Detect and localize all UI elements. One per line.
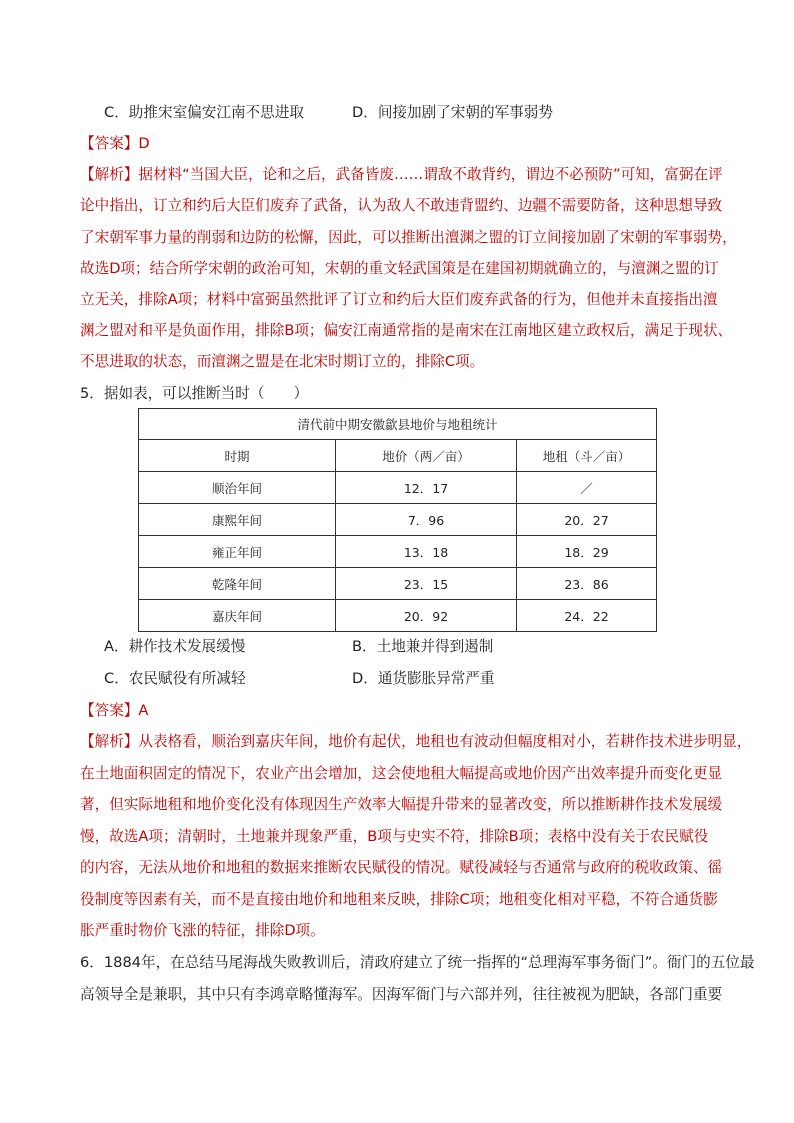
analysis-line: 故选D项；结合所学宋朝的政治可知，宋朝的重文轻武国策是在建国初期就确立的，与澶渊之盟的订 xyxy=(80,260,719,277)
analysis-line: 【解析】据材料“当国大臣，论和之后，武备皆废……谓敌不敢背约，谓边不必预防”可知，富弼在评 xyxy=(80,166,723,183)
q5-option-a: A．耕作技术发展缓慢 xyxy=(104,638,246,655)
analysis-line: 役制度等因素有关，而不是直接由地价和地租来反映，排除C项；地租变化相对平稳，不符合通货膨 xyxy=(80,891,718,908)
analysis-line: 胀严重时物价飞涨的特征，排除D项。 xyxy=(80,922,325,939)
q5-option-b: B．土地兼并得到遏制 xyxy=(352,638,494,655)
q6-stem-line: 高领导全是兼职，其中只有李鸿章略懂海军。因海军衙门与六部并列，往往被视为肥缺，各部门重要 xyxy=(80,986,723,1003)
q4-answer xyxy=(80,134,150,154)
q5-stem: 5．据如表，可以推断当时（ ） xyxy=(80,385,309,402)
q4-option-d: D．间接加剧了宋朝的军事弱势 xyxy=(352,104,553,121)
table-cell: 24．22 xyxy=(517,600,657,632)
table-header: 地租（斗／亩） xyxy=(517,440,657,472)
answer-value: A xyxy=(138,702,149,719)
table-header: 时期 xyxy=(139,440,336,472)
q6-stem-line: 6．1884年，在总结马尾海战失败教训后，清政府建立了统一指挥的“总理海军事务衙门”。衙门的五位最 xyxy=(80,954,755,971)
analysis-line: 不思进取的状态，而澶渊之盟是在北宋时期订立的，排除C项。 xyxy=(80,353,485,370)
table-cell: 12．17 xyxy=(336,472,517,504)
table-cell: 7．96 xyxy=(336,504,517,536)
table-cell: 18．29 xyxy=(517,536,657,568)
table-row xyxy=(139,536,657,568)
table-cell: 20．92 xyxy=(336,600,517,632)
table-cell: 顺治年间 xyxy=(139,472,336,504)
table-header: 地价（两／亩） xyxy=(336,440,517,472)
table-row xyxy=(139,568,657,600)
answer-value: D xyxy=(138,135,150,152)
analysis-line: 的内容，无法从地价和地租的数据来推断农民赋役的情况。赋役减轻与否通常与政府的税收政策、徭 xyxy=(80,859,723,876)
table-cell: 乾隆年间 xyxy=(139,568,336,600)
q5-answer xyxy=(80,701,148,721)
table-cell: 雍正年间 xyxy=(139,536,336,568)
q4-option-c: C．助推宋室偏安江南不思进取 xyxy=(104,104,304,121)
answer-tag: 【答案】 xyxy=(80,135,139,152)
table-cell: 康熙年间 xyxy=(139,504,336,536)
q5-option-d: D．通货膨胀异常严重 xyxy=(352,670,495,687)
analysis-line: 慢，故选A项；清朝时，土地兼并现象严重，B项与史实不符，排除B项；表格中没有关于农民赋役 xyxy=(80,828,709,845)
analysis-line: 著，但实际地租和地价变化没有体现因生产效率大幅提升带来的显著改变，所以推断耕作技术发展缓 xyxy=(80,796,723,813)
analysis-line: 渊之盟对和平是负面作用，排除B项；偏安江南通常指的是南宋在江南地区建立政权后，满足于现状、 xyxy=(80,322,733,339)
table-header-row xyxy=(139,440,657,472)
table-cell: 13．18 xyxy=(336,536,517,568)
table-cell: 20．27 xyxy=(517,504,657,536)
analysis-line: 在土地面积固定的情况下，农业产出会增加，这会使地租大幅提高或地价因产出效率提升而变化更显 xyxy=(80,765,723,782)
q5-option-c: C．农民赋役有所减轻 xyxy=(104,670,246,687)
table-title: 清代前中期安徽歙县地价与地租统计 xyxy=(139,409,657,440)
land-price-table xyxy=(138,408,657,632)
table-cell: 23．86 xyxy=(517,568,657,600)
table-cell: 23．15 xyxy=(336,568,517,600)
analysis-line: 了宋朝军事力量的削弱和边防的松懈，因此，可以推断出澶渊之盟的订立间接加剧了宋朝的军事弱势， xyxy=(80,229,737,246)
table-cell: ／ xyxy=(517,472,657,504)
table-row xyxy=(139,472,657,504)
analysis-line: 立无关，排除A项；材料中富弼虽然批评了订立和约后大臣们废弃武备的行为，但他并未直接指出澶 xyxy=(80,291,718,308)
analysis-line: 【解析】从表格看，顺治到嘉庆年间，地价有起伏，地租也有波动但幅度相对小，若耕作技术进步明显， xyxy=(80,733,752,750)
table-cell: 嘉庆年间 xyxy=(139,600,336,632)
table-row xyxy=(139,504,657,536)
table-row xyxy=(139,600,657,632)
answer-tag: 【答案】 xyxy=(80,702,139,719)
analysis-line: 论中指出，订立和约后大臣们废弃了武备，认为敌人不敢违背盟约、边疆不需要防备，这种思想导致 xyxy=(80,197,723,214)
